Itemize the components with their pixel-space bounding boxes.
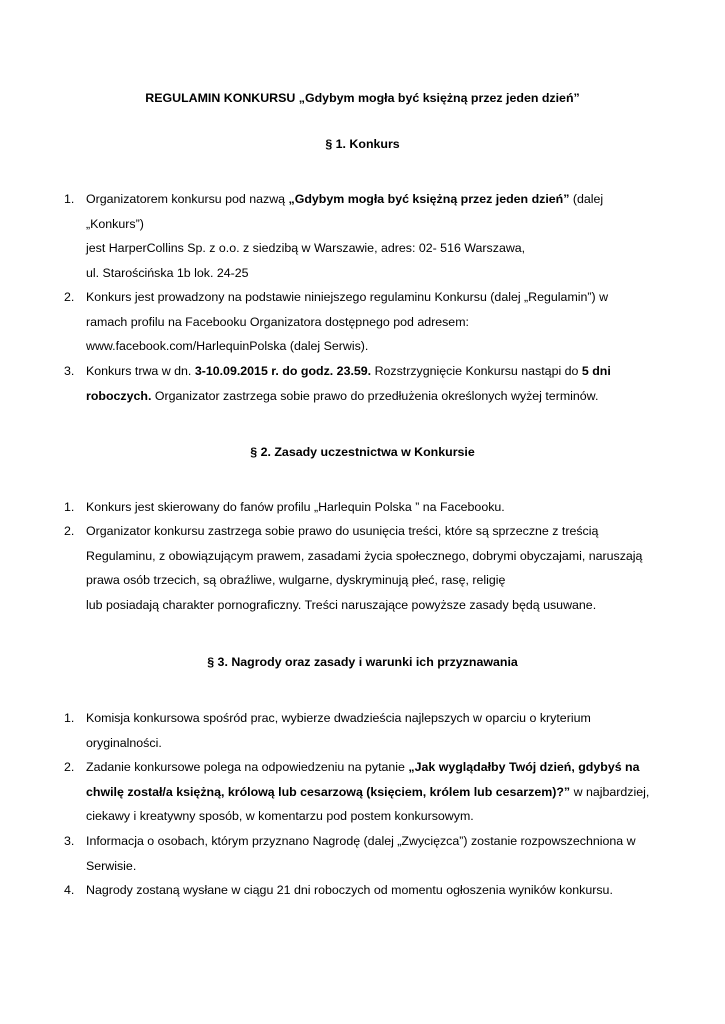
item-number: 2. bbox=[64, 290, 75, 304]
item-number: 4. bbox=[64, 883, 75, 897]
item-number: 1. bbox=[64, 192, 75, 206]
contest-name: „Gdybym mogła być księżną przez jeden dzień” bbox=[288, 192, 570, 206]
item-number: 1. bbox=[64, 500, 75, 514]
item-number: 3. bbox=[64, 834, 75, 848]
s3-item-3: 3. Informacja o osobach, którym przyznano Nagrodę (dalej „Zwycięzca”) zostanie rozpowszechniona w Serwisie. bbox=[64, 829, 664, 878]
item-number: 2. bbox=[64, 760, 75, 774]
s3-item-1: 1. Komisja konkursowa spośród prac, wybierze dwadzieścia najlepszych w oparciu o kryterium oryginalności. bbox=[64, 706, 664, 755]
contest-dates: 3-10.09.2015 r. do godz. 23.59. bbox=[194, 364, 372, 378]
item-number: 1. bbox=[64, 711, 75, 725]
document-title: REGULAMIN KONKURSU „Gdybym mogła być księżną przez jeden dzień” bbox=[145, 91, 580, 105]
section-2-heading: § 2. Zasady uczestnictwa w Konkursie bbox=[250, 445, 475, 459]
facebook-url: www.facebook.com/HarlequinPolska (dalej Serwis). bbox=[86, 339, 369, 354]
s3-item-4: 4. Nagrody zostaną wysłane w ciągu 21 dni roboczych od momentu ogłoszenia wyników konkursu. bbox=[64, 878, 664, 903]
section-3-heading: § 3. Nagrody oraz zasady i warunki ich przyznawania bbox=[207, 655, 518, 669]
s3-item-2: 2. Zadanie konkursowe polega na odpowiedzeniu na pytanie „Jak wyglądałby Twój dzień, gdybyś na chwilę został/a księżną, królową lub cesarzową (księciem, królem lub cesarzem)?” w najbardziej, ciekawy i kreatywny sposób, w komentarzu pod postem konkursowym. bbox=[64, 755, 664, 829]
s1-item-2: 2. Konkurs jest prowadzony na podstawie niniejszego regulaminu Konkursu (dalej „Regulamin”) w ramach profilu na Facebooku Organizatora dostępnego pod adresem: www.facebook.com/HarlequinPolska (dalej Serwis). bbox=[64, 285, 664, 359]
s2-item-1: 1. Konkurs jest skierowany do fanów profilu „Harlequin Polska ” na Facebooku. bbox=[64, 495, 664, 520]
s2-item-2: 2. Organizator konkursu zastrzega sobie prawo do usunięcia treści, które są sprzeczne z treścią Regulaminu, z obowiązującym prawem, zasadami życia społecznego, dobrymi obyczajami, naruszają prawa osób trzecich, są obraźliwe, wulgarne, dyskryminują płeć, rasę, religię lub posiadają charakter pornograficzny. Treści naruszające powyższe zasady będą usuwane. bbox=[64, 519, 664, 617]
item-number: 2. bbox=[64, 524, 75, 538]
item-number: 3. bbox=[64, 364, 75, 378]
section-1-heading: § 1. Konkurs bbox=[325, 137, 400, 151]
contest-question: „Jak wyglądałby Twój dzień, gdybyś na bbox=[408, 760, 640, 774]
s1-item-3: 3. Konkurs trwa w dn. 3-10.09.2015 r. do godz. 23.59. Rozstrzygnięcie Konkursu nastąpi do 5 dni roboczych. Organizator zastrzega sobie prawo do przedłużenia określonych wyżej terminów. bbox=[64, 359, 664, 408]
s1-item-1: 1. Organizatorem konkursu pod nazwą „Gdybym mogła być księżną przez jeden dzień” (dalej „Konkurs”) jest HarperCollins Sp. z o.o. z siedzibą w Warszawie, adres: 02- 516 Warszawa, ul. Starościńska 1b lok. 24-25 bbox=[64, 187, 664, 285]
